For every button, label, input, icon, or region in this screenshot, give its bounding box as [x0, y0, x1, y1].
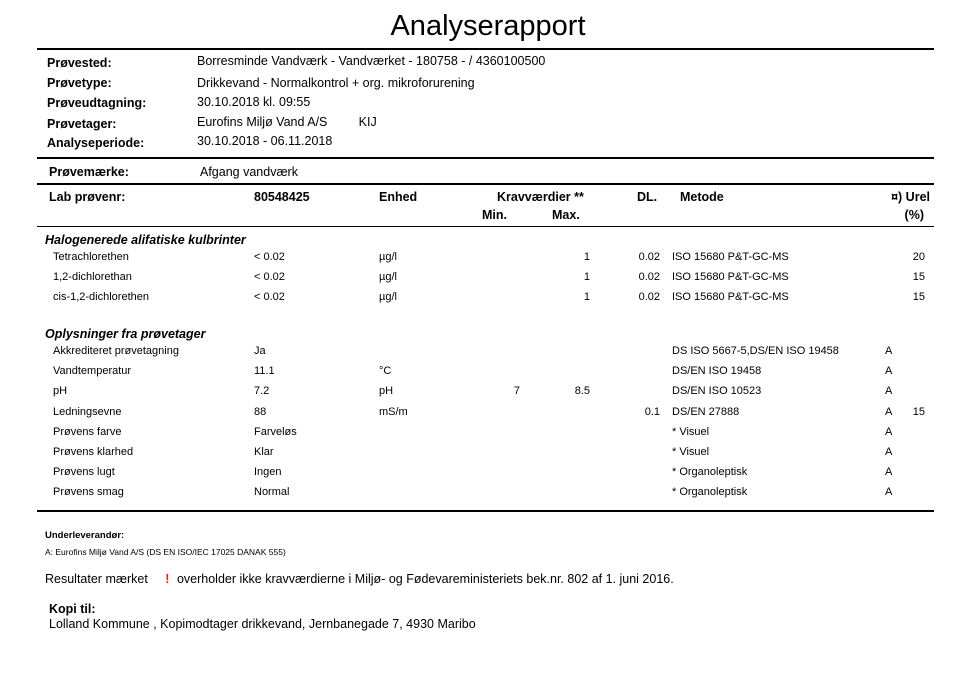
result-value: Normal: [254, 486, 290, 499]
max-value: 1: [583, 251, 590, 263]
result-value: Farveløs: [254, 425, 297, 438]
unit-header: Enhed: [379, 190, 418, 204]
max-value: 1: [583, 291, 590, 304]
lab-no-header: Lab prøvenr:: [49, 190, 126, 204]
unit-value: mS/m: [379, 405, 408, 418]
report-title: Analyserapport: [390, 10, 586, 42]
unit-value: °C: [379, 365, 392, 378]
method-value: ISO 15680 P&T-GC-MS: [672, 251, 789, 263]
min-value: 7: [513, 385, 520, 398]
parameter-name: Akkrediteret prøvetagning: [53, 345, 179, 357]
accreditation-mark: A: [885, 446, 893, 458]
result-value: 88: [254, 405, 267, 418]
result-value: Klar: [254, 446, 274, 458]
unit-value: µg/l: [379, 291, 397, 304]
method-header: Metode: [680, 190, 724, 204]
urel-value: 15: [912, 271, 925, 284]
results-note: [45, 572, 674, 586]
divider-marking: [37, 157, 934, 159]
section-title: Halogenerede alifatiske kulbrinter: [45, 233, 246, 247]
method-value: * Visuel: [672, 425, 710, 438]
urel-value: 15: [912, 291, 925, 304]
urel-value: 20: [912, 251, 925, 263]
accreditation-mark: A: [885, 425, 893, 438]
parameter-name: Prøvens lugt: [53, 466, 115, 479]
sampler-value: Eurofins Miljø Vand A/S KIJ: [197, 115, 377, 129]
dl-value: 0.02: [638, 251, 660, 263]
parameter-name: Vandtemperatur: [53, 365, 132, 378]
results-text: overholder ikke kravværdierne i Miljø- og Fødevareministeriets bek.nr. 802 af 1. juni 2016.: [176, 572, 674, 586]
method-value: DS/EN 27888: [672, 405, 740, 418]
analysis-period-value: 30.10.2018 - 06.11.2018: [197, 134, 333, 148]
unit-value: pH: [379, 385, 394, 398]
sampler-label: Prøvetager:: [47, 117, 117, 131]
unit-value: µg/l: [379, 271, 397, 284]
urel-unit-header: (%): [904, 208, 924, 222]
subcontractor-title: Underleverandør:: [45, 530, 125, 541]
dl-value: 0.1: [644, 405, 660, 418]
parameter-name: pH: [53, 385, 68, 398]
method-value: DS ISO 5667-5,DS/EN ISO 19458: [672, 345, 839, 357]
method-value: ISO 15680 P&T-GC-MS: [672, 271, 789, 284]
urel-value: 15: [912, 405, 925, 418]
result-value: < 0.02: [254, 291, 285, 304]
method-value: ISO 15680 P&T-GC-MS: [672, 291, 789, 304]
divider-columns: [37, 183, 934, 185]
dl-header: DL.: [637, 190, 658, 204]
accreditation-mark: A: [885, 385, 893, 398]
parameter-name: Prøvens smag: [53, 486, 124, 499]
parameter-name: Prøvens farve: [53, 425, 122, 438]
max-value: 8.5: [574, 385, 590, 398]
result-value: Ingen: [254, 466, 282, 479]
accreditation-mark: A: [885, 466, 893, 479]
lab-no-value: 80548425: [254, 190, 310, 204]
parameter-name: cis-1,2-dichlorethen: [53, 291, 149, 304]
method-value: DS/EN ISO 10523: [672, 385, 762, 398]
subcontractor-text: A: Eurofins Miljø Vand A/S (DS EN ISO/IEC 17025 DANAK 555): [45, 547, 286, 557]
parameter-name: Tetrachlorethen: [53, 251, 129, 263]
sample-site-label: Prøvested:: [47, 56, 112, 70]
parameter-name: 1,2-dichlorethan: [53, 271, 132, 284]
sample-mark-value: Afgang vandværk: [200, 165, 298, 179]
urel-header: ¤) Urel: [891, 190, 930, 204]
copy-title: Kopi til:: [49, 602, 96, 616]
dl-value: 0.02: [638, 291, 660, 304]
method-value: * Organoleptisk: [672, 466, 748, 479]
result-value: 7.2: [254, 385, 270, 398]
dl-value: 0.02: [638, 271, 660, 284]
method-value: DS/EN ISO 19458: [672, 365, 762, 378]
copy-text: Lolland Kommune , Kopimodtager drikkevand, Jernbanegade 7, 4930 Maribo: [49, 617, 476, 631]
exceedance-mark: !: [165, 572, 170, 586]
parameter-name: Ledningsevne: [53, 405, 122, 418]
accreditation-mark: A: [885, 365, 893, 378]
divider-header-body: [37, 226, 934, 227]
sample-type-value: Drikkevand - Normalkontrol + org. mikroforurening: [197, 76, 475, 90]
sample-type-label: Prøvetype:: [47, 76, 112, 90]
result-value: Ja: [254, 345, 266, 357]
section-title: Oplysninger fra prøvetager: [45, 327, 206, 341]
parameter-name: Prøvens klarhed: [53, 446, 134, 458]
result-value: < 0.02: [254, 251, 285, 263]
results-prefix: Resultater mærket: [45, 572, 148, 586]
sampling-value: 30.10.2018 kl. 09:55: [197, 95, 311, 109]
result-value: 11.1: [254, 365, 275, 378]
method-value: * Visuel: [672, 446, 710, 458]
max-value: 1: [583, 271, 590, 284]
method-value: * Organoleptisk: [672, 486, 748, 499]
sample-site-value: Borresminde Vandværk - Vandværket - 180758 - / 4360100500: [197, 54, 546, 68]
min-header: Min.: [482, 208, 507, 222]
accreditation-mark: A: [885, 486, 893, 499]
max-header: Max.: [552, 208, 580, 222]
sample-mark-label: Prøvemærke:: [49, 165, 129, 179]
unit-value: µg/l: [379, 251, 397, 263]
accreditation-mark: A: [885, 345, 893, 357]
bottom-divider: [37, 510, 934, 512]
accreditation-mark: A: [885, 405, 893, 418]
requirement-header: Kravværdier **: [497, 190, 584, 204]
sampling-label: Prøveudtagning:: [47, 96, 147, 110]
result-value: < 0.02: [254, 271, 285, 284]
top-divider: [37, 48, 934, 50]
analysis-period-label: Analyseperiode:: [47, 136, 145, 150]
